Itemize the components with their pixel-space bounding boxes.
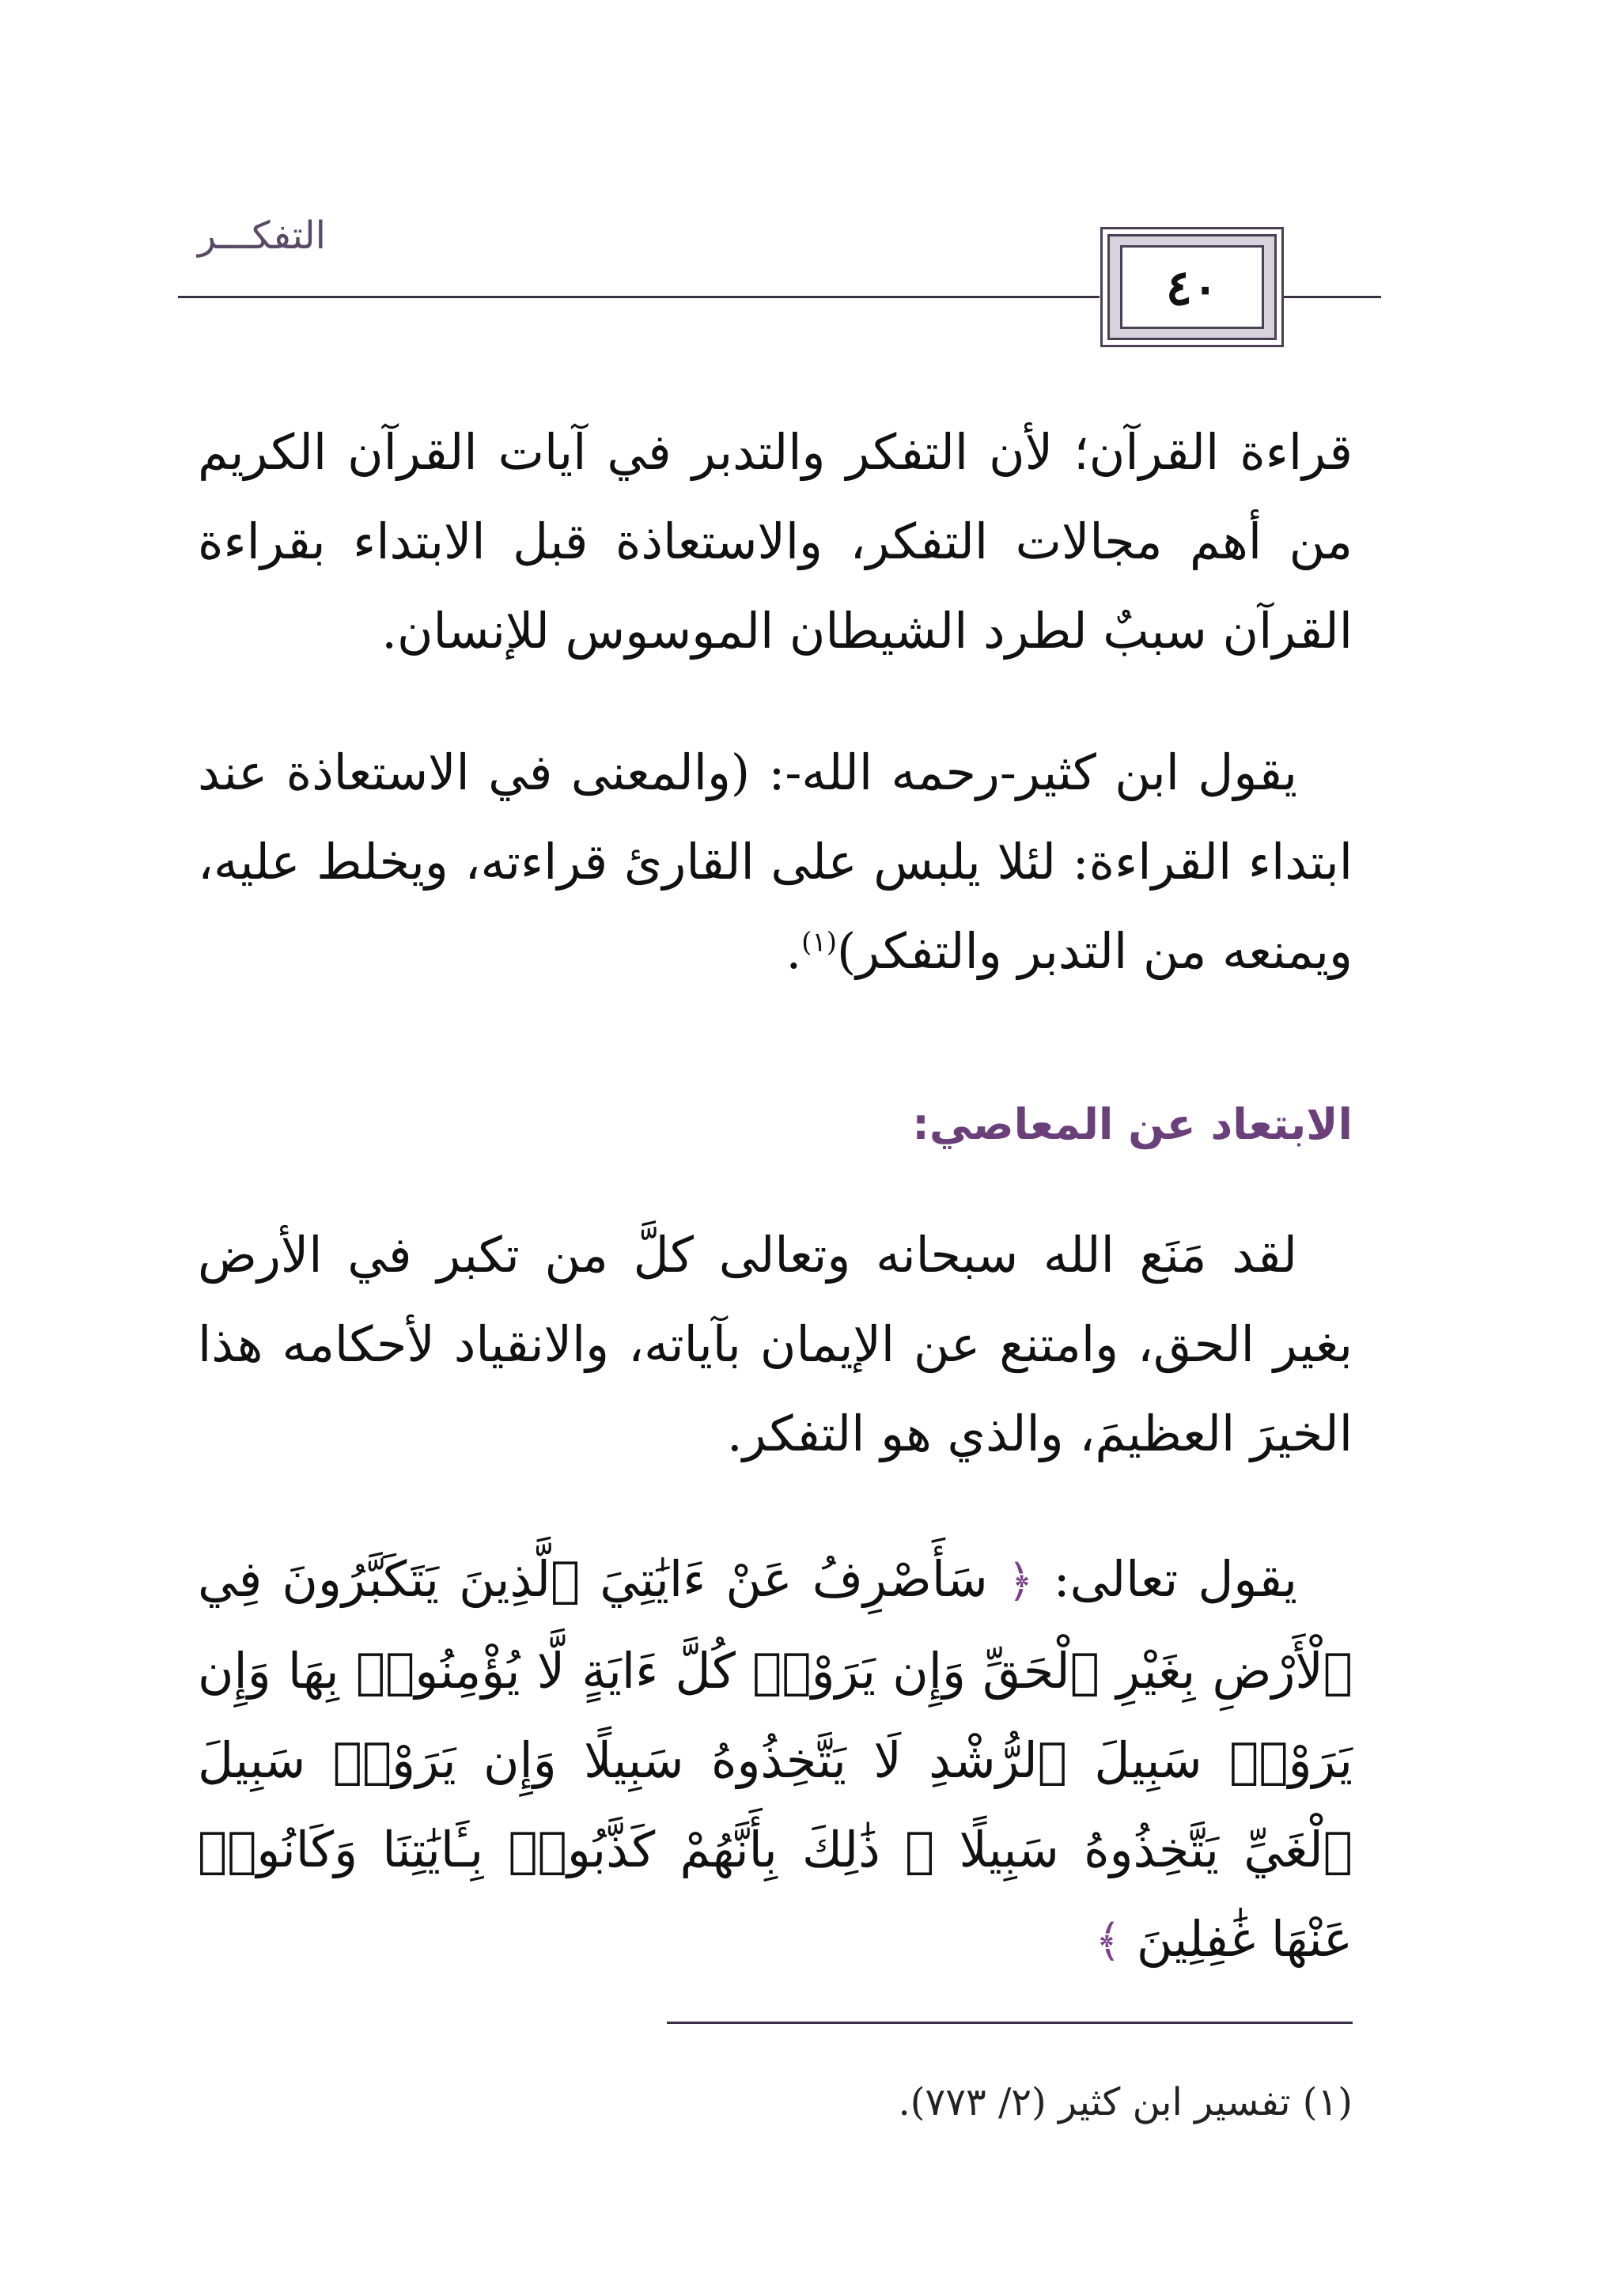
quran-paragraph [198, 1534, 1353, 1986]
paragraph-4 [198, 1534, 1353, 1986]
paragraph-2-body [198, 728, 1353, 996]
quran-open-bracket: ﴿ [1007, 1556, 1034, 1607]
paragraph-2-text: يقول ابن كثير-رحمه الله-: (والمعنى في الاستعاذة عند ابتداء القراءة: لئلا يلبس على القارئ قراءته، ويخلط عليه، ويمنعه من التدبر والتفكر) [198, 743, 1353, 980]
page-number-frame [1100, 227, 1284, 347]
paragraph-1 [198, 407, 1353, 675]
section-heading: الابتعاد عن المعاصي: [912, 1099, 1353, 1149]
paragraph-1-text: قراءة القرآن؛ لأن التفكر والتدبر في آيات القرآن الكريم من أهم مجالات التفكر، والاستعاذة قبل الابتداء بقراءة القرآن سببٌ لطرد الشيطان الموسوس للإنسان. [198, 423, 1353, 660]
running-title: التفكـــر [198, 214, 326, 258]
footnote-rule [667, 2022, 1353, 2024]
header-rule-left [178, 296, 1100, 298]
quran-close-bracket: ﴾ [1095, 1916, 1122, 1967]
paragraph-2 [198, 728, 1353, 996]
paragraph-2-period: . [785, 922, 802, 980]
header-rule-right [1284, 296, 1381, 298]
quran-verse: سَأَصْرِفُ عَنْ ءَايَٰتِيَ ٱلَّذِينَ يَتَكَبَّرُونَ فِي ٱلْأَرْضِ بِغَيْرِ ٱلْحَقِّ وَإِن يَرَوْا۟ كُلَّ ءَايَةٍ لَّا يُؤْمِنُوا۟ بِهَا وَإِن يَرَوْا۟ سَبِيلَ ٱلرُّشْدِ لَا يَتَّخِذُوهُ سَبِيلًا وَإِن يَرَوْا۟ سَبِيلَ ٱلْغَيِّ يَتَّخِذُوهُ سَبِيلًا ۚ ذَٰلِكَ بِأَنَّهُمْ كَذَّبُوا۟ بِـَٔايَٰتِنَا وَكَانُوا۟ عَنْهَا غَٰفِلِينَ [198, 1550, 1353, 1968]
footnote-ref: (١) [801, 926, 837, 959]
paragraph-3-text: لقد مَنَع الله سبحانه وتعالى كلَّ من تكبر في الأرض بغير الحق، وامتنع عن الإيمان بآياته، والانقياد لأحكامه هذا الخيرَ العظيمَ، والذي هو التفكر. [198, 1226, 1353, 1462]
footnote: (١) تفسير ابن كثير (٢/ ٧٧٣). [898, 2080, 1353, 2124]
paragraph-3 [198, 1210, 1353, 1478]
quran-intro: يقول تعالى: [1053, 1550, 1298, 1608]
page-number: ٤٠ [1120, 245, 1264, 329]
